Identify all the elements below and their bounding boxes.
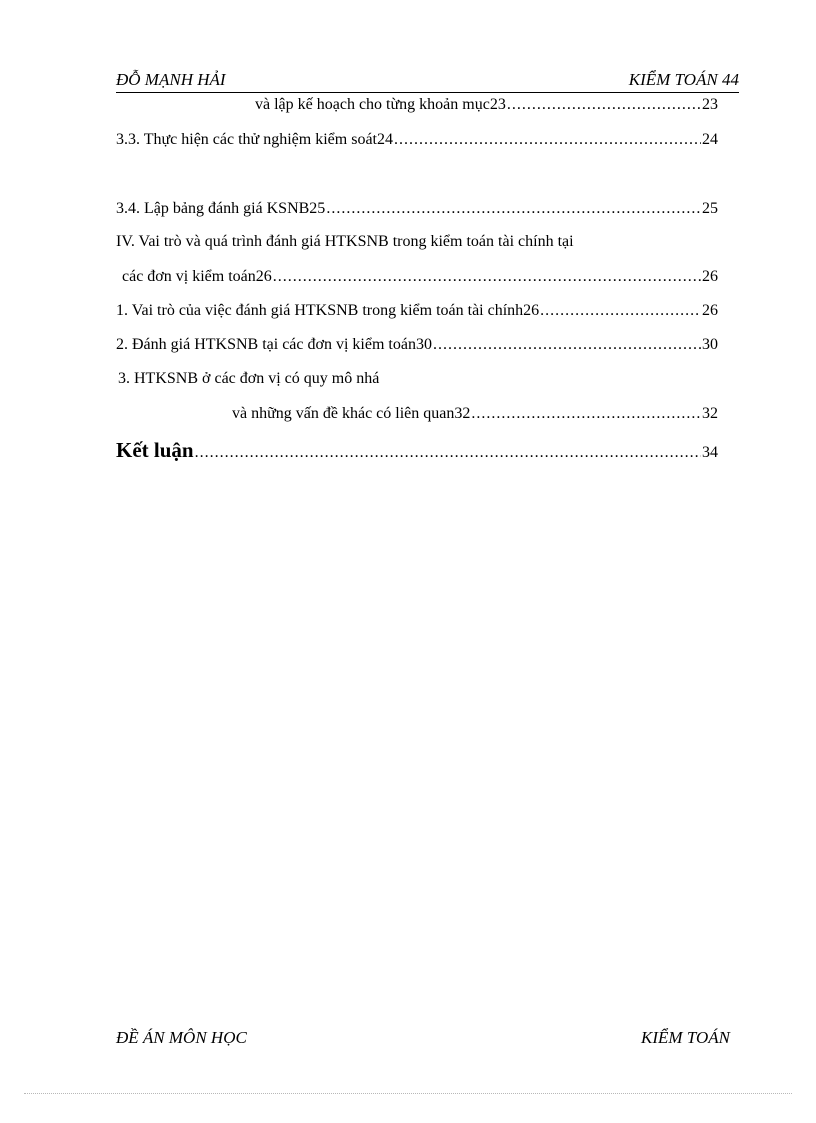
toc-entry: [116, 298, 718, 324]
toc-entry-label: và lập kế hoạch cho từng khoản mục23: [255, 96, 506, 113]
toc-page-number: 32: [702, 405, 718, 422]
toc-entry-label: Kết luận: [116, 438, 194, 462]
toc-page-number: 25: [702, 200, 718, 217]
page-footer: [116, 1028, 730, 1052]
header-author: ĐỖ MẠNH HẢI: [116, 70, 226, 89]
toc-page-number: 30: [702, 336, 718, 353]
toc-leader-dots: [195, 440, 701, 466]
footer-title: ĐỀ ÁN MÔN HỌC: [116, 1028, 247, 1047]
toc-entry: [122, 264, 718, 290]
toc-entry: [116, 127, 718, 153]
toc-entry: [116, 196, 718, 222]
toc-leader-dots: [273, 264, 701, 290]
toc-entry: [116, 332, 718, 358]
toc-leader-dots: [394, 127, 701, 153]
page-bottom-divider: [24, 1093, 792, 1094]
footer-subject: KIỂM TOÁN: [641, 1028, 730, 1047]
toc-entry-label: các đơn vị kiểm toán26: [122, 268, 272, 285]
toc-leader-dots: [433, 332, 701, 358]
toc-page-number: 34: [702, 444, 718, 461]
toc-entry-heading-line: IV. Vai trò và quá trình đánh giá HTKSNB trong kiểm toán tài chính tại: [116, 233, 574, 250]
toc-page-number: 26: [702, 268, 718, 285]
toc-entry-conclusion: [116, 437, 718, 463]
toc-page-number: 24: [702, 131, 718, 148]
header-course: KIỂM TOÁN 44: [628, 70, 739, 89]
toc-page-number: 26: [702, 302, 718, 319]
toc-entry-label: 3.4. Lập bảng đánh giá KSNB25: [116, 200, 326, 217]
toc-page-number: 23: [702, 96, 718, 113]
toc-entry-label: 2. Đánh giá HTKSNB tại các đơn vị kiểm toán30: [116, 336, 432, 353]
page-header: [116, 68, 739, 93]
toc-entry: [255, 92, 718, 118]
toc-leader-dots: [507, 92, 701, 118]
toc-leader-dots: [540, 298, 701, 324]
toc-leader-dots: [326, 196, 701, 222]
toc-entry: [232, 401, 718, 427]
toc-entry-label: và những vấn đề khác có liên quan32: [232, 405, 471, 422]
toc-entry-label: 3.3. Thực hiện các thử nghiệm kiểm soát24: [116, 131, 393, 148]
toc-entry-heading-line: 3. HTKSNB ở các đơn vị có quy mô nhá: [118, 370, 380, 387]
toc-entry-label: 1. Vai trò của việc đánh giá HTKSNB trong kiểm toán tài chính26: [116, 302, 540, 319]
toc-leader-dots: [471, 401, 701, 427]
